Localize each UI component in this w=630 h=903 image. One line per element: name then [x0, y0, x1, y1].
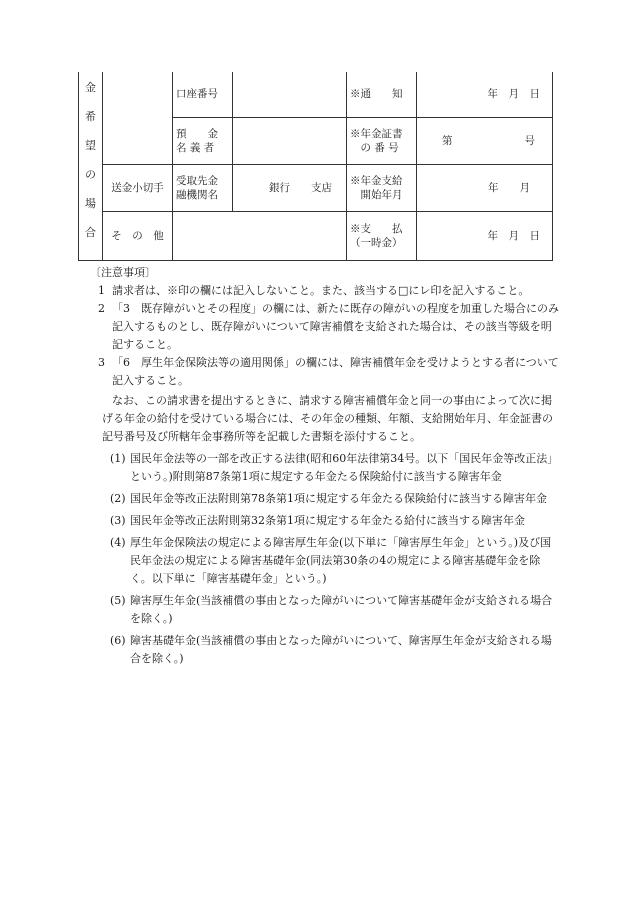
vertical-char: の	[85, 168, 96, 181]
other-method-field[interactable]	[173, 211, 347, 260]
note-text: 請求者は、※印の欄には記入しないこと。また、該当する□にレ印を記入すること。	[112, 284, 530, 297]
subitem-text: 障害基礎年金(当該補償の事由となった障がいについて、障害厚生年金が支給される場合を除く。)	[130, 634, 552, 665]
subitem-text: 厚生年金保険法の規定による障害厚生年金(以下単に「障害厚生年金」という。)及び国民年金法の規定による障害基礎年金(同法第30条の4の規定による障害基礎年金を除く。以下単に「障害基礎年金」という。)	[130, 536, 552, 585]
other-method-label: そ の 他	[103, 211, 173, 260]
subitem-number: (6)	[110, 634, 126, 647]
note-item	[90, 300, 560, 354]
vertical-char: 金	[85, 81, 96, 94]
note-subitem	[90, 490, 560, 508]
subitem-number: (3)	[110, 514, 126, 527]
note-item	[90, 354, 560, 390]
pension-certificate-number-label: ※年金証書 の 番 号	[347, 117, 417, 164]
note-subitem	[90, 632, 560, 668]
subitem-number: (2)	[110, 492, 126, 505]
subitem-text: 障害厚生年金(当該補償の事由となった障がいについて障害基礎年金が支給される場合を除く。)	[130, 594, 553, 625]
remittance-check-label: 送金小切手	[103, 164, 173, 211]
note-text: 「6 厚生年金保険法等の適用関係」の欄には、障害補償年金を受けようとする者について記入すること。	[112, 356, 559, 387]
subitem-text: 国民年金等改正法附則第32条第1項に規定する年金たる給付に該当する障害年金	[130, 514, 525, 527]
note-subitem	[90, 534, 560, 588]
notes-section	[90, 264, 560, 668]
note-number: 1	[98, 284, 105, 297]
account-number-label: 口座番号	[173, 72, 233, 117]
notification-date-field[interactable]: 年 月 日	[417, 72, 553, 117]
vertical-category-label	[79, 72, 103, 260]
notes-heading: 〔注意事項〕	[90, 266, 156, 279]
note-number: 2	[98, 302, 105, 315]
note-subitem	[90, 592, 560, 628]
note-subitem	[90, 450, 560, 486]
pension-start-month-label: ※年金支給 開始年月	[347, 164, 417, 211]
remittance-form-table	[78, 72, 553, 261]
account-holder-field[interactable]	[233, 117, 347, 164]
vertical-char: 望	[85, 139, 96, 152]
subitem-number: (1)	[110, 452, 126, 465]
lump-sum-payment-date-field[interactable]: 年 月 日	[417, 211, 553, 260]
account-number-field[interactable]	[233, 72, 347, 117]
notification-label: ※通 知	[347, 72, 417, 117]
note-subitem	[90, 512, 560, 530]
pension-start-month-field[interactable]: 年 月	[417, 164, 553, 211]
note-number: 3	[98, 356, 105, 369]
note-paragraph: なお、この請求書を提出するときに、請求する障害補償年金と同一の事由によって次に掲げる年金の給付を受けている場合には、その年金の種類、年額、支給開始年月、年金証書の記号番号及び所轄年金事務所等を記載した書類を添付すること。	[102, 394, 553, 443]
subitem-text: 国民年金等改正法附則第78条第1項に規定する年金たる保険給付に該当する障害年金	[130, 492, 547, 505]
note-text: 「3 既存障がいとその程度」の欄には、新たに既存の障がいの程度を加重した場合にのみ記入するものとし、既存障がいについて障害補償を支給された場合は、その該当等級を明記すること。	[112, 302, 559, 351]
subitem-number: (5)	[110, 594, 126, 607]
number-suffix: 号	[524, 134, 535, 147]
receiving-bank-label: 受取先金 融機関名	[173, 164, 233, 211]
bank-branch-field[interactable]: 銀行 支店	[233, 164, 347, 211]
subitem-text: 国民年金法等の一部を改正する法律(昭和60年法律第34号。以下「国民年金等改正法」という。)附則第87条第1項に規定する年金たる保険給付に該当する障害年金	[130, 452, 559, 483]
note-item	[90, 282, 560, 300]
account-holder-label: 預 金 名 義 者	[173, 117, 233, 164]
pension-certificate-number-field[interactable]	[417, 117, 553, 164]
vertical-char: 合	[85, 226, 96, 239]
number-prefix: 第	[442, 134, 453, 147]
vertical-char: 場	[85, 197, 96, 210]
payment-method-blank-cell	[103, 72, 173, 164]
subitem-number: (4)	[110, 536, 126, 549]
vertical-char: 希	[85, 110, 96, 123]
lump-sum-payment-label: ※支 払 （一時金）	[347, 211, 417, 260]
